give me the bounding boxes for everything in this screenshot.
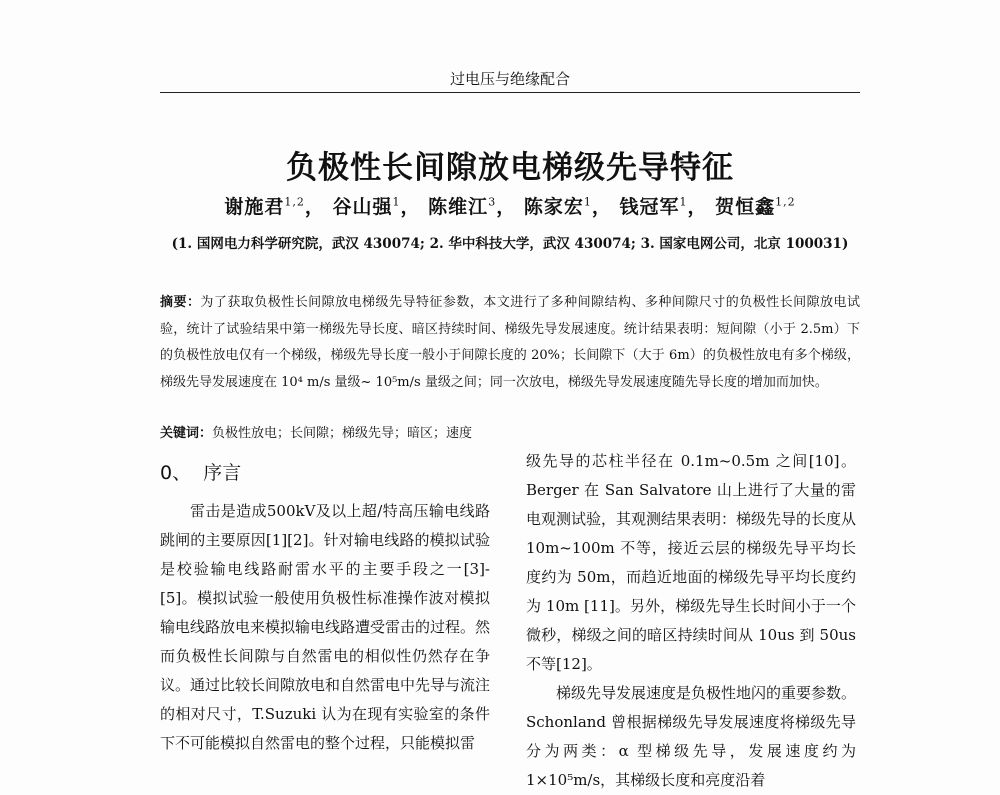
abstract-text: 为了获取负极性长间隙放电梯级先导特征参数，本文进行了多种间隙结构、多种间隙尺寸的负极性长间隙放电试验，统计了试验结果中第一梯级先导长度、暗区持续时间、梯级先导发展速度。统计结果表明：短间隙（小于 2.5m）下的负极性放电仅有一个梯级，梯级先导长度一般小于间隙长度的 20%；长间隙下（大于 6m）的负极性放电有多个梯级，梯级先导发展速度在 10⁴ m/s 量级~ 10⁵m/s 量级之间；同一次放电，梯级先导发展速度随先导长度的增加而加快。 (160, 295, 860, 390)
abstract-label: 摘要： (160, 295, 201, 310)
paragraph: 级先导的芯柱半径在 0.1m~0.5m 之间[10]。Berger 在 San Salvatore 山上进行了大量的雷电观测试验，其观测结果表明：梯级先导的长度从 10m~100m 不等，接近云层的梯级先导平均长度约为 50m，而趋近地面的梯级先导平均长度约为 10m [11]。另外，梯级先导生长时间小于一个微秒，梯级之间的暗区持续时间从 10us 到 50us 不等[12]。 (526, 452, 857, 673)
section-number: 0、 (160, 462, 192, 484)
author: 谢施君 (224, 196, 285, 218)
keywords (160, 423, 860, 445)
author-list: 谢施君$^{1,2}$， 谷山强$^1$， 陈维江$^3$， 陈家宏$^1$， 钱冠军$^1$， 贺恒鑫$^{1,2}$ (224, 195, 796, 218)
paragraph: 雷击是造成500kV及以上超/特高压输电线路跳闸的主要原因[1][2]。针对输电线路的模拟试验是校验输电线路耐雷水平的主要手段之一[3]-[5]。模拟试验一般使用负极性标准操作波对模拟输电线路放电来模拟输电线路遭受雷击的过程。然而负极性长间隙与自然雷电的相似性仍然存在争议。通过比较长间隙放电和自然雷电中先导与流注的相对尺寸，T.Suzuki 认为在现有实验室的条件下不可能模拟自然雷电的整个过程，只能模拟雷 (160, 502, 491, 752)
keywords-text: 负极性放电；长间隙；梯级先导；暗区；速度 (212, 426, 473, 441)
section-heading (160, 458, 241, 485)
author: 陈维江 (428, 196, 489, 218)
keywords-label: 关键词： (160, 426, 213, 441)
affiliations: (1. 国网电力科学研究院，武汉 430074; 2. 华中科技大学，武汉 430074; 3. 国家电网公司，北京 100031) (171, 236, 849, 252)
author: 谷山强 (332, 196, 393, 218)
body-column-right (526, 447, 856, 795)
paragraph: 梯级先导发展速度是负极性地闪的重要参数。Schonland 曾根据梯级先导发展速度将梯级先导分为两类：α 型梯级先导，发展速度约为 1×10⁵m/s，其梯级长度和亮度沿着 (526, 684, 857, 789)
abstract (160, 290, 860, 396)
author: 贺恒鑫 (715, 196, 776, 218)
body-column-left (160, 497, 490, 758)
author: 陈家宏 (523, 196, 584, 218)
paper-title: 负极性长间隙放电梯级先导特征 (286, 150, 734, 186)
header-rule (160, 92, 860, 93)
author: 钱冠军 (619, 196, 680, 218)
running-header: 过电压与绝缘配合 (449, 70, 570, 88)
section-title: 序言 (203, 462, 242, 484)
